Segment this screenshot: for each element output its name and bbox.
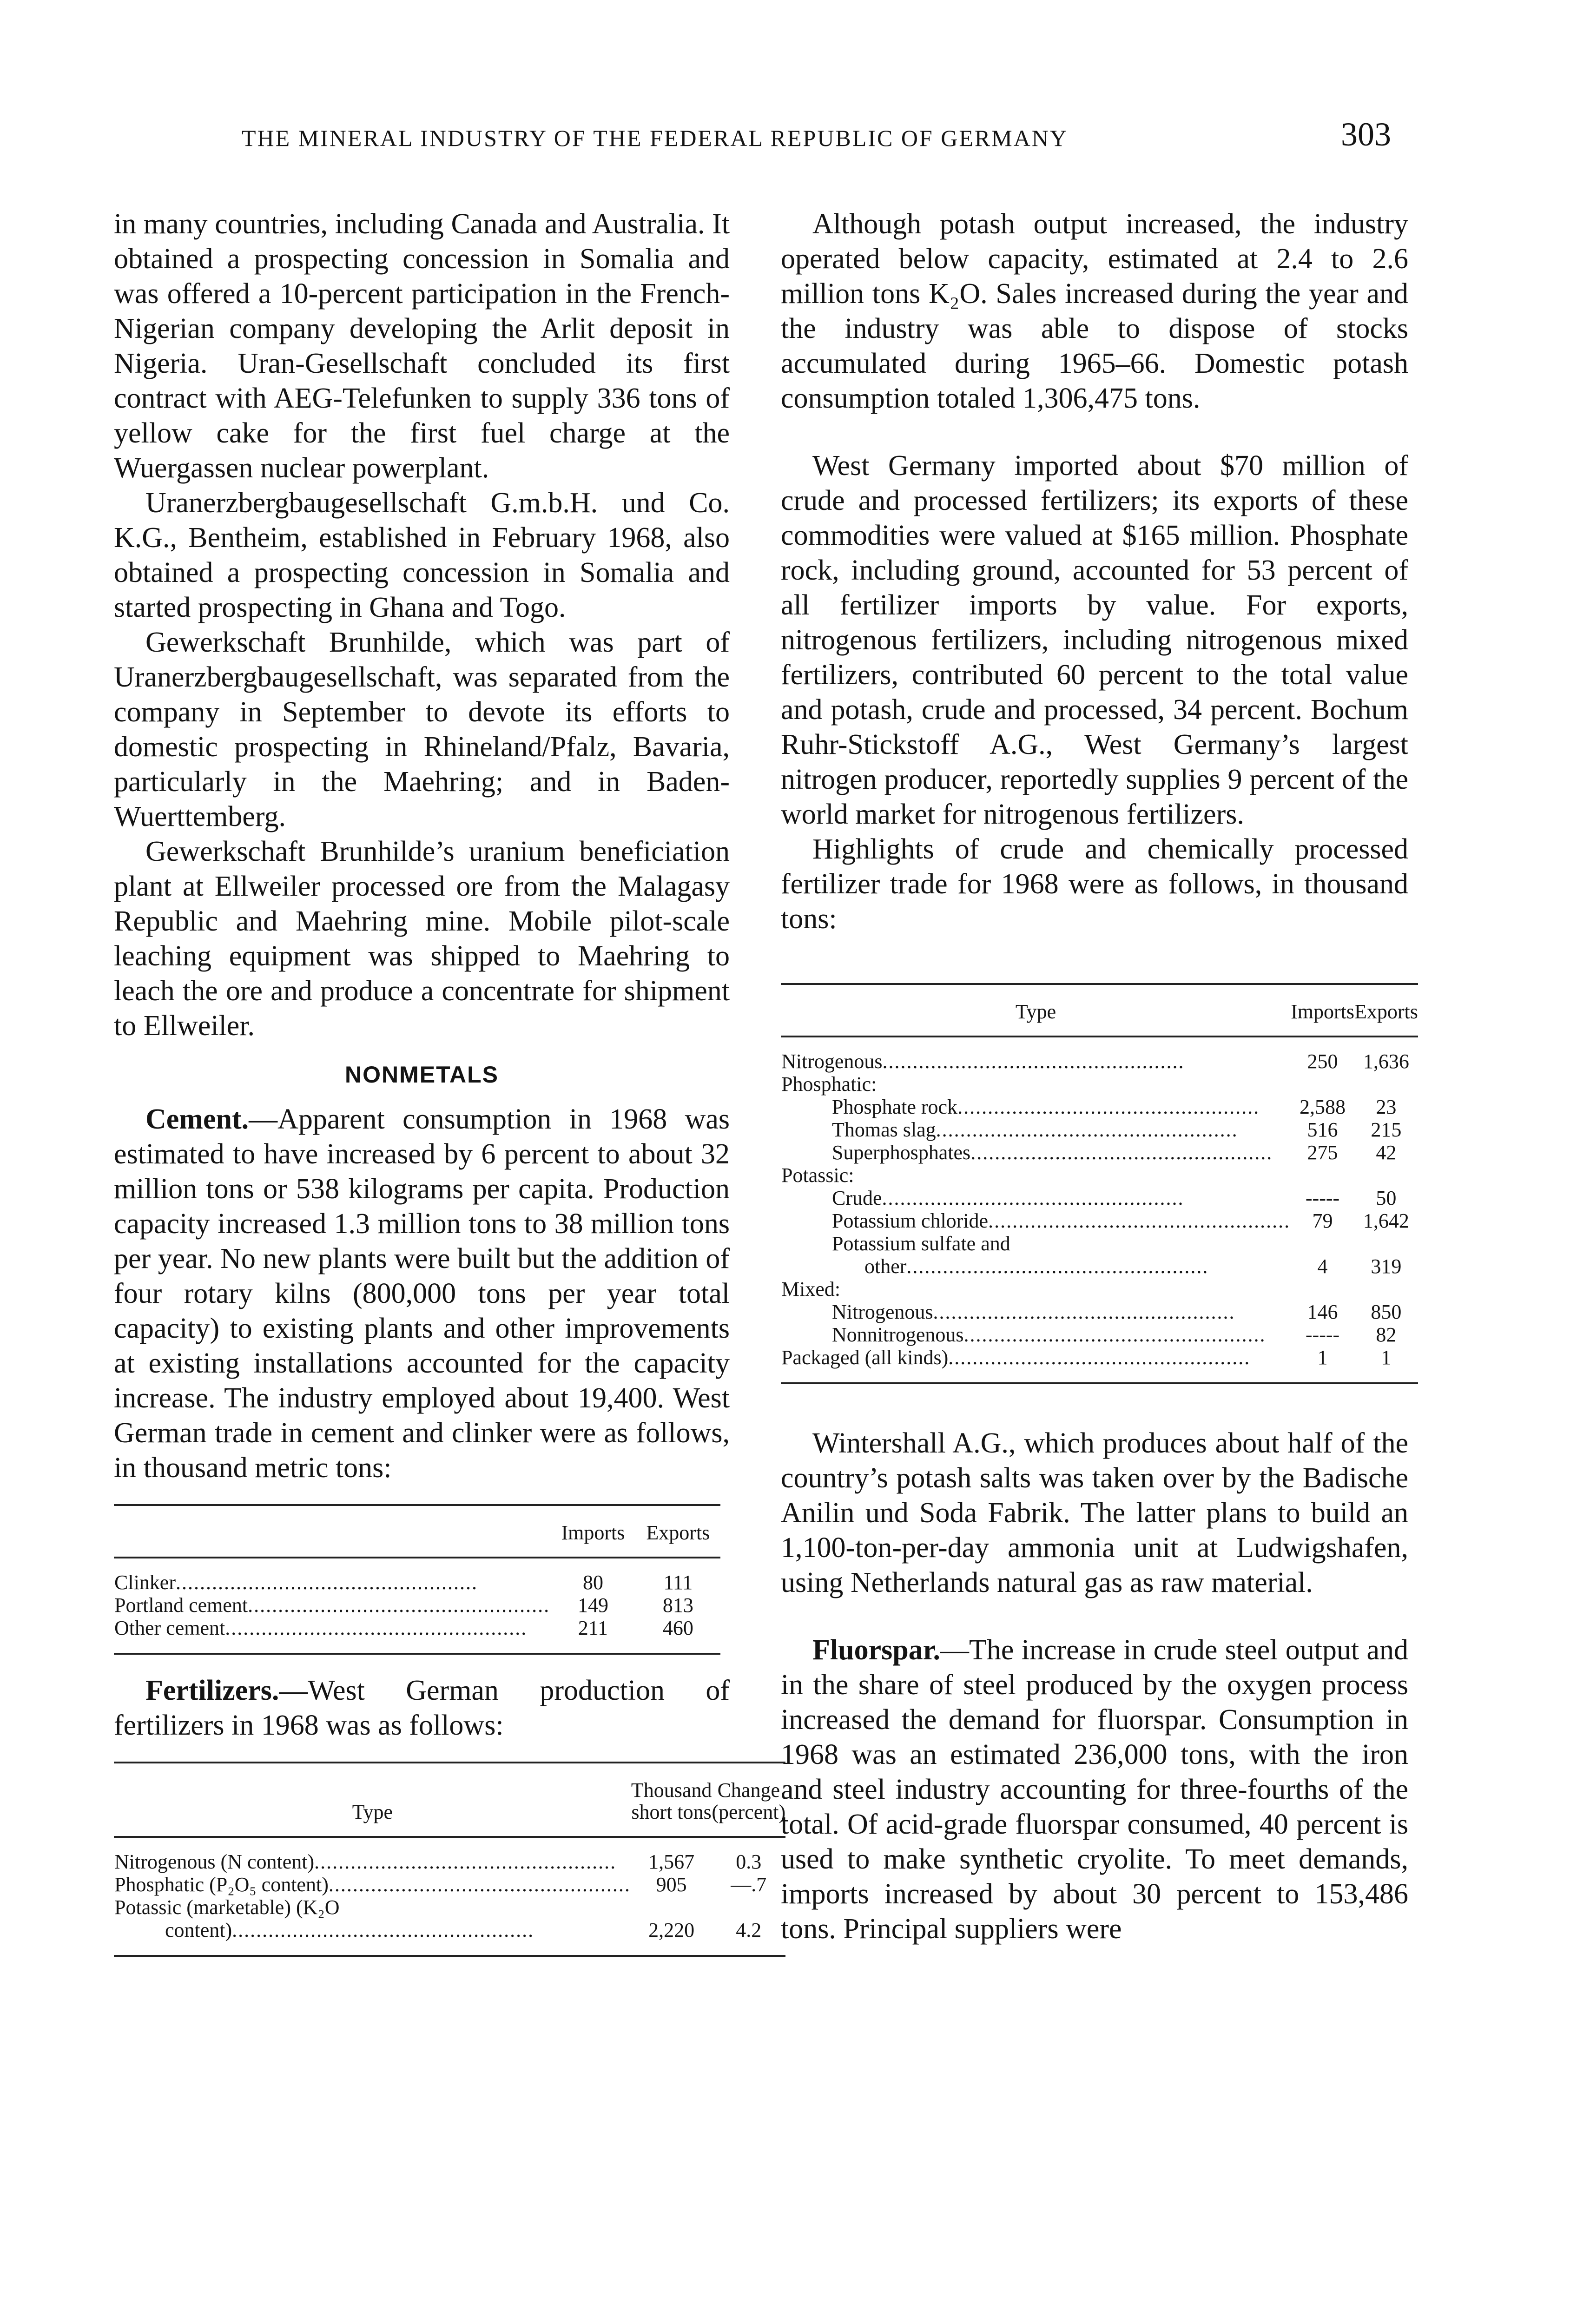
exports-cell	[1354, 1073, 1418, 1096]
row-label: Phosphate rock..................................................	[832, 1096, 1260, 1118]
table-row	[781, 1209, 1418, 1232]
fluorspar-runin-heading: Fluorspar.	[812, 1634, 941, 1666]
table-row	[114, 1873, 785, 1896]
row-label: Potassic:	[781, 1164, 854, 1187]
exports-cell: 813	[662, 1594, 693, 1617]
table-row	[781, 1187, 1418, 1209]
row-label: Phosphatic:	[781, 1073, 877, 1096]
paragraph: Highlights of crude and chemically processed fertilizer trade for 1968 were as follows, in thousand tons:	[781, 833, 1408, 935]
cement-text: —Apparent consumption in 1968 was estimated to have increased by 6 percent to about 32 million tons or 538 kilograms per capita. Production capacity increased 1.3 million tons to 38 million tons per year. No new plants were built but the addition of four rotary kilns (800,000 tons per year total capacity) to existing plants and other improvements at existing installations accounted for the capacity increase. The industry employed about 19,400. West German trade in cement and clinker were as follows, in thousand metric tons:	[114, 1103, 730, 1484]
fertilizer-production-table	[114, 1762, 785, 1957]
table-row	[114, 1837, 785, 1873]
row-label: Portland cement..................................................	[114, 1594, 550, 1617]
row-label: Mixed:	[781, 1278, 841, 1301]
fertilizers-text: —West German production of fertilizers in 1968 was as follows:	[114, 1675, 730, 1741]
fertilizers-paragraph	[114, 1673, 730, 1743]
table-row	[781, 1255, 1418, 1278]
column-header: Imports	[1291, 1000, 1354, 1023]
row-label: Other cement..................................................	[114, 1617, 528, 1639]
exports-cell: 319	[1371, 1255, 1402, 1278]
table-row	[114, 1617, 720, 1654]
table-row	[781, 1301, 1418, 1323]
imports-cell	[1291, 1073, 1354, 1096]
change-cell: —.7	[731, 1873, 767, 1896]
exports-cell: 82	[1376, 1323, 1397, 1346]
row-label: Packaged (all kinds)..................................................	[781, 1346, 1251, 1369]
imports-cell: 275	[1307, 1141, 1338, 1164]
paragraph: Gewerkschaft Brunhilde, which was part of Uranerzbergbaugesellschaft, was separated from the company in September to devote its efforts to domestic prospecting in Rhineland/Pfalz, Bavaria, particularly in the Maehring; and in Baden-Wuerttemberg.	[114, 627, 730, 832]
row-label: Potassium sulfate and	[832, 1232, 1010, 1255]
exports-cell: 1,642	[1363, 1209, 1409, 1232]
row-label: Clinker..................................................	[114, 1571, 478, 1594]
imports-cell: 1	[1317, 1346, 1328, 1369]
column-header	[114, 1505, 550, 1558]
exports-cell: 1	[1381, 1346, 1392, 1369]
table-row	[781, 1323, 1418, 1346]
paragraph: Uranerzbergbaugesellschaft G.m.b.H. und Co. K.G., Bentheim, established in February 1968, also obtained a prospecting concession in Somalia and started prospecting in Ghana and Togo.	[114, 487, 730, 623]
row-label: Superphosphates..................................................	[832, 1141, 1273, 1164]
cement-runin-heading: Cement.	[145, 1103, 249, 1135]
exports-cell	[1354, 1278, 1418, 1301]
row-label: Potassic (marketable) (K₂O	[114, 1896, 340, 1919]
table-row	[781, 1073, 1418, 1096]
change-cell: 0.3	[736, 1850, 762, 1873]
column-header: Change (percent)	[712, 1779, 786, 1823]
exports-cell: 1,636	[1363, 1050, 1409, 1073]
paragraph: Gewerkschaft Brunhilde’s uranium beneficiation plant at Ellweiler processed ore from the Malagasy Republic and Maehring mine. Mobile pilot-scale leaching equipment was shipped to Maehring to leach the ore and produce a concentrate for shipment to Ellweiler.	[114, 836, 730, 1042]
cement-trade-table	[114, 1504, 720, 1655]
exports-cell	[1354, 1232, 1418, 1255]
change-cell	[712, 1896, 785, 1919]
value-cell: 1,567	[648, 1850, 695, 1873]
exports-cell: 460	[662, 1617, 693, 1639]
row-label: Potassium chloride..................................................	[832, 1209, 1291, 1232]
exports-cell: 42	[1376, 1141, 1397, 1164]
fluorspar-paragraph	[781, 1633, 1408, 1947]
value-cell	[631, 1896, 712, 1919]
fluorspar-text: —The increase in crude steel output and in the share of steel produced by the oxygen process increased the demand for fluorspar. Consumption in 1968 was an estimated 236,000 tons, with the iron and steel industry accounting for three-fourths of the total. Of acid-grade fluorspar consumed, 40 percent is used to make synthetic cryolite. To meet demands, imports increased by about 30 percent to 153,486 tons. Principal suppliers were	[781, 1634, 1408, 1945]
page-number: 303	[1341, 116, 1391, 153]
column-header: Imports	[561, 1521, 625, 1544]
table-row	[781, 1118, 1418, 1141]
value-cell: 2,220	[648, 1919, 695, 1941]
table-row	[781, 1232, 1418, 1255]
row-label: other..................................................	[864, 1255, 1209, 1278]
table-header-row	[114, 1763, 785, 1837]
table-row	[114, 1919, 785, 1956]
imports-cell: -----	[1305, 1187, 1340, 1209]
row-label: content)..................................................	[165, 1919, 534, 1941]
row-label: Phosphatic (P₂O₅ content)..................................................	[114, 1873, 631, 1896]
paragraph: Although potash output increased, the industry operated below capacity, estimated at 2.4 to 2.6 million tons K₂O. Sales increased during the year and the industry was able to dispose of stocks accumulated during 1965–66. Domestic potash consumption totaled 1,306,475 tons.	[781, 208, 1408, 414]
imports-cell	[1291, 1278, 1354, 1301]
row-label: Thomas slag..................................................	[832, 1118, 1238, 1141]
paragraph: West Germany imported about $70 million of crude and processed fertilizers; its exports of these commodities were valued at $165 million. Phosphate rock, including ground, accounted for 53 percent of all fertilizer imports by value. For exports, nitrogenous fertilizers, including nitrogenous mixed fertilizers, contributed 60 percent to the total value and potash, crude and processed, 34 percent. Bochum Ruhr-Stickstoff A.G., West Germany’s largest nitrogen producer, reportedly supplies 9 percent of the world market for nitrogenous fertilizers.	[781, 450, 1408, 830]
paragraph: in many countries, including Canada and Australia. It obtained a prospecting concession in Somalia and was offered a 10-percent participation in the French-Nigerian company developing the Arlit deposit in Nigeria. Uran-Gesellschaft concluded its first contract with AEG-Telefunken to supply 336 tons of yellow cake for the first fuel charge at the Wuergassen nuclear powerplant.	[114, 208, 730, 484]
cement-paragraph	[114, 1102, 730, 1486]
imports-cell	[1291, 1164, 1354, 1187]
row-label: Nitrogenous..................................................	[781, 1050, 1185, 1073]
exports-cell: 50	[1376, 1187, 1397, 1209]
column-header: Exports	[646, 1521, 710, 1544]
running-head: THE MINERAL INDUSTRY OF THE FEDERAL REPUBLIC OF GERMANY	[242, 125, 1069, 151]
row-label: Crude..................................................	[832, 1187, 1184, 1209]
table-row	[781, 1037, 1418, 1073]
table-row	[114, 1594, 720, 1617]
fertilizers-runin-heading: Fertilizers.	[145, 1675, 279, 1706]
exports-cell: 23	[1376, 1096, 1397, 1118]
column-header: Type	[1015, 1000, 1056, 1023]
imports-cell: 149	[577, 1594, 608, 1617]
imports-cell: 516	[1307, 1118, 1338, 1141]
imports-cell: 146	[1307, 1301, 1338, 1323]
imports-cell: 80	[582, 1571, 603, 1594]
imports-cell: 250	[1307, 1050, 1338, 1073]
left-column	[114, 207, 786, 1957]
imports-cell: 2,588	[1300, 1096, 1346, 1118]
column-header: Exports	[1354, 1000, 1418, 1023]
row-label: Nitrogenous..................................................	[832, 1301, 1235, 1323]
section-heading-nonmetals: NONMETALS	[345, 1062, 499, 1088]
table-row	[781, 1278, 1418, 1301]
exports-cell: 215	[1371, 1118, 1402, 1141]
table-row	[781, 1164, 1418, 1187]
table-header-row	[781, 984, 1418, 1037]
table-row	[781, 1096, 1418, 1118]
table-header-row	[114, 1505, 720, 1558]
table-row	[781, 1346, 1418, 1383]
column-header: Type	[352, 1801, 393, 1823]
exports-cell: 850	[1371, 1301, 1402, 1323]
paragraph: Wintershall A.G., which produces about half of the country’s potash salts was taken over by the Badische Anilin und Soda Fabrik. The latter plans to build an 1,100-ton-per-day ammonia unit at Ludwigshafen, using Netherlands natural gas as raw material.	[781, 1427, 1408, 1598]
imports-cell	[1291, 1232, 1354, 1255]
table-row	[114, 1896, 785, 1919]
fertilizer-trade-table	[781, 983, 1418, 1384]
change-cell: 4.2	[736, 1919, 762, 1941]
table-row	[114, 1558, 720, 1594]
imports-cell: 4	[1317, 1255, 1328, 1278]
row-label: Nonnitrogenous..................................................	[832, 1323, 1266, 1346]
column-header: Thousand short tons	[631, 1779, 712, 1823]
exports-cell	[1354, 1164, 1418, 1187]
exports-cell: 111	[663, 1571, 693, 1594]
imports-cell: -----	[1305, 1323, 1340, 1346]
table-row	[781, 1141, 1418, 1164]
imports-cell: 211	[578, 1617, 608, 1639]
value-cell: 905	[656, 1873, 687, 1896]
right-column	[781, 207, 1418, 1947]
row-label: Nitrogenous (N content)..................................................	[114, 1850, 617, 1873]
imports-cell: 79	[1312, 1209, 1333, 1232]
